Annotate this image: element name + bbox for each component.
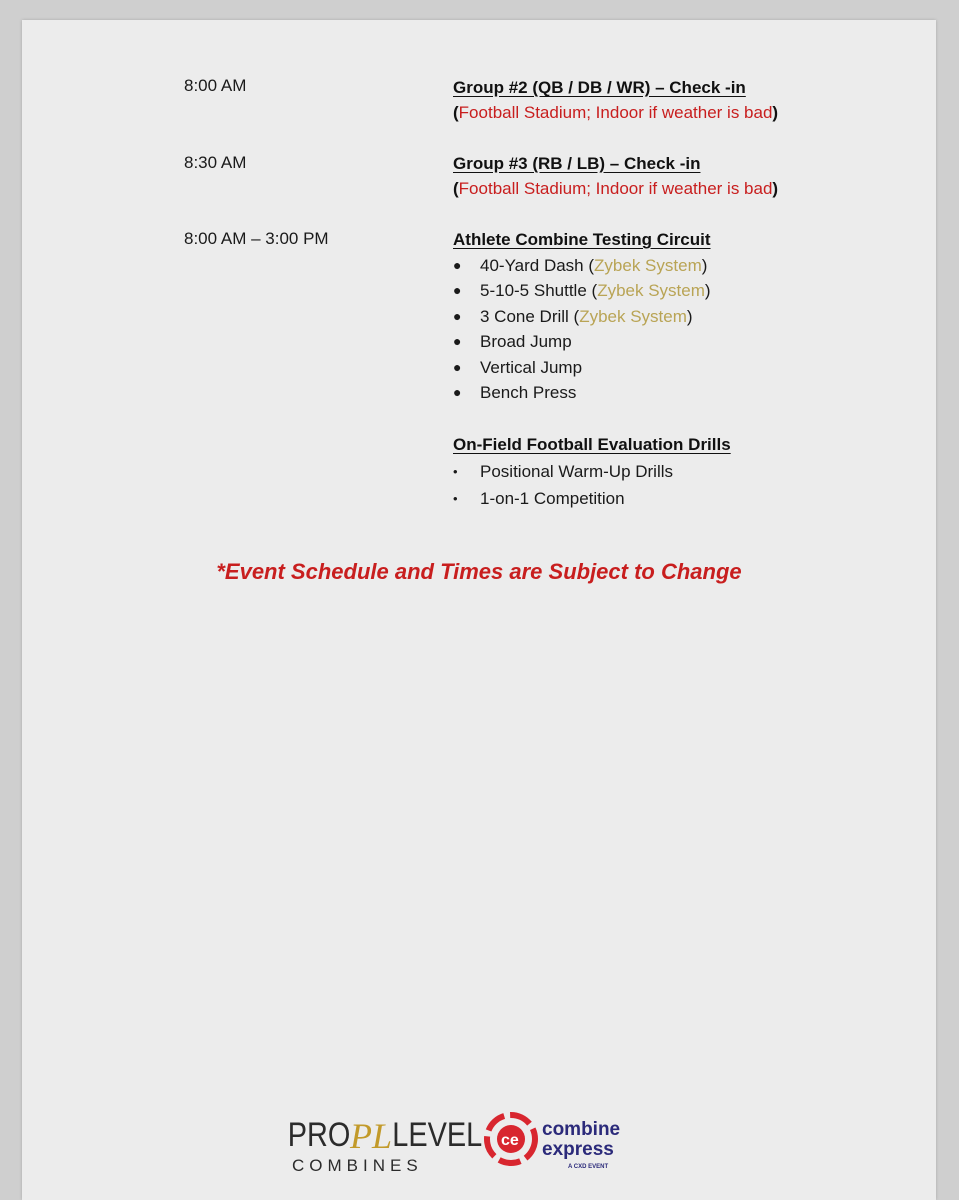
group-3-location: (Football Stadium; Indoor if weather is bad) (453, 179, 779, 198)
list-item (453, 485, 913, 512)
list-item (453, 380, 913, 405)
list-item: ● 3 Cone Drill (Zybek System) (453, 304, 913, 329)
drills-list (453, 458, 913, 512)
group-2-block (453, 75, 913, 125)
pro-level-word-level: LEVEL (392, 1114, 483, 1154)
bullet-icon: ● (453, 384, 462, 401)
group-2-location-text: Football Stadium; Indoor if weather is bad (458, 103, 773, 122)
group-3-heading: Group #3 (RB / LB) – Check -in (453, 154, 701, 173)
testing-circuit-heading: Athlete Combine Testing Circuit (453, 230, 711, 249)
bullet-icon: • (453, 491, 458, 506)
pro-level-word-combines: COMBINES (292, 1156, 423, 1175)
group-3-block (453, 151, 913, 201)
pro-level-word-pro: PRO (287, 1114, 351, 1154)
list-item: ● 40-Yard Dash (Zybek System) (453, 253, 913, 278)
list-item-text: Broad Jump (480, 332, 572, 352)
ce-word-combine: combine (542, 1119, 621, 1140)
ce-tagline: A CXD EVENT (568, 1164, 609, 1170)
bullet-icon: • (453, 464, 458, 479)
testing-circuit-list (453, 253, 913, 405)
list-item-text: 3 Cone Drill (480, 306, 569, 326)
logos-svg (286, 1108, 686, 1178)
list-item: ● 5-10-5 Shuttle (Zybek System) (453, 278, 913, 303)
ce-word-express: express (542, 1139, 614, 1160)
time-group-2: 8:00 AM (184, 76, 247, 95)
group-3-location-text: Football Stadium; Indoor if weather is bad (458, 179, 773, 198)
bullet-icon: ● (453, 333, 462, 350)
list-item-note: Zybek System (594, 256, 702, 275)
pro-level-combines-logo (288, 1115, 483, 1175)
list-item-text: 5-10-5 Shuttle (480, 281, 587, 301)
bullet-icon: ● (453, 257, 462, 273)
document-page (22, 20, 936, 1200)
drills-block (453, 432, 913, 512)
bullet-icon: ● (453, 307, 462, 324)
list-item-note: Zybek System (579, 306, 687, 326)
bullet-icon: ● (453, 358, 462, 375)
time-testing-circuit: 8:00 AM – 3:00 PM (184, 229, 329, 248)
sponsor-logos (286, 1108, 686, 1178)
pro-level-mark: PL (350, 1116, 393, 1156)
testing-circuit-block (453, 227, 913, 405)
list-item-text: Vertical Jump (480, 357, 583, 377)
list-item-text: Positional Warm-Up Drills (480, 462, 674, 481)
group-2-location: (Football Stadium; Indoor if weather is bad) (453, 103, 779, 122)
ce-monogram-icon: ce (501, 1132, 519, 1149)
list-item-text: 1-on-1 Competition (480, 489, 625, 508)
list-item (453, 329, 913, 354)
drills-heading: On-Field Football Evaluation Drills (453, 435, 731, 454)
time-group-3: 8:30 AM (184, 153, 247, 172)
combine-express-logo (487, 1115, 620, 1170)
list-item-text: 40-Yard Dash (480, 256, 584, 275)
list-item (453, 355, 913, 380)
bullet-icon: ● (453, 282, 462, 299)
group-2-heading: Group #2 (QB / DB / WR) – Check -in (453, 78, 746, 97)
list-item-text: Bench Press (480, 383, 577, 403)
list-item (453, 458, 913, 485)
schedule-change-notice: *Event Schedule and Times are Subject to Change (216, 559, 742, 584)
list-item-note: Zybek System (597, 281, 705, 301)
